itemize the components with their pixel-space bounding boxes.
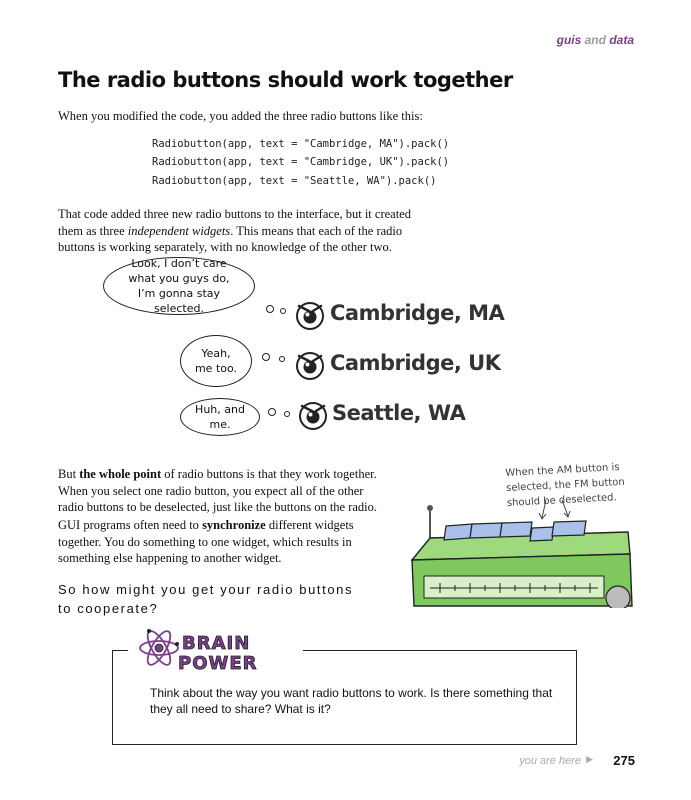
brain-power-text: Think about the way you want radio buttons to work. Is there something that they all need to share? What is it? [150, 686, 553, 716]
header-guis: guis [556, 33, 582, 47]
code-line-2: Radiobutton(app, text = "Cambridge, UK").pack() [152, 156, 450, 168]
thought-bubble-uk [180, 335, 252, 387]
thought-bubble-wa [180, 398, 260, 436]
para1-before: That code added three new radio buttons to the interface, but it created them as three [58, 207, 411, 238]
whole-point-paragraph [58, 466, 390, 516]
thought-dot [266, 305, 274, 313]
radio-illustration [400, 498, 640, 608]
para2-after: of radio buttons is that they work together. When you select one radio button, you expect all of the other radio buttons to be deselected, just like the buttons on the radio. [58, 467, 378, 514]
angry-radio-icon [297, 400, 329, 432]
brain-power-title-line2: POWER [178, 653, 258, 674]
independent-widgets-paragraph [58, 206, 433, 256]
code-line-3: Radiobutton(app, text = "Seattle, WA").pack() [152, 175, 437, 187]
para3-bold: synchronize [202, 518, 266, 532]
brain-power-title-line1: BRAIN [182, 633, 251, 654]
angry-radio-icon [294, 350, 326, 382]
thought-dot [279, 356, 285, 362]
angry-radio-icon [294, 300, 326, 332]
para1-emphasis: independent widgets [127, 223, 231, 238]
bubble-uk-text: Yeah, me too. [194, 347, 238, 375]
bubble-ma-text: Look, I don’t care what you guys do, I’m gonna stay selected. [128, 257, 230, 315]
thought-dot [284, 411, 290, 417]
para2-bold: the whole point [79, 467, 162, 481]
thought-bubble-ma [103, 257, 255, 315]
page-number: 275 [613, 753, 635, 768]
para2-before: But [58, 467, 80, 481]
thought-dot [280, 308, 286, 314]
footer-you-are-here: you are here [519, 755, 581, 767]
atom-icon [137, 626, 181, 670]
question-text: So how might you get your radio buttons to cooperate? [58, 582, 354, 616]
code-line-1: Radiobutton(app, text = "Cambridge, MA").pack() [152, 138, 450, 150]
para3-after: different widgets together. You do something to one widget, which results in something else happening to another widget. [58, 518, 354, 565]
header-and: and [584, 33, 606, 47]
intro-paragraph: When you modified the code, you added the three radio buttons like this: [58, 109, 423, 123]
radio-label-cambridge-ma: Cambridge, MA [330, 301, 505, 325]
radio-handwritten-note: When the AM button is selected, the FM button should be deselected. [505, 462, 626, 509]
header-data: data [609, 33, 634, 47]
para1-after: . This means that each of the radio buttons is working separately, with no knowledge of the other two. [58, 223, 403, 254]
radio-label-seattle-wa: Seattle, WA [332, 401, 466, 425]
para3-before: GUI programs often need to [58, 518, 203, 532]
bubble-wa-text: Huh, and me. [195, 403, 245, 431]
thought-dot [268, 408, 276, 416]
thought-dot [262, 353, 270, 361]
page-title: The radio buttons should work together [58, 68, 513, 92]
radio-label-cambridge-uk: Cambridge, UK [330, 351, 501, 375]
footer-arrow-icon: ▶ [586, 755, 593, 765]
synchronize-paragraph [58, 517, 358, 567]
running-header [557, 33, 634, 47]
